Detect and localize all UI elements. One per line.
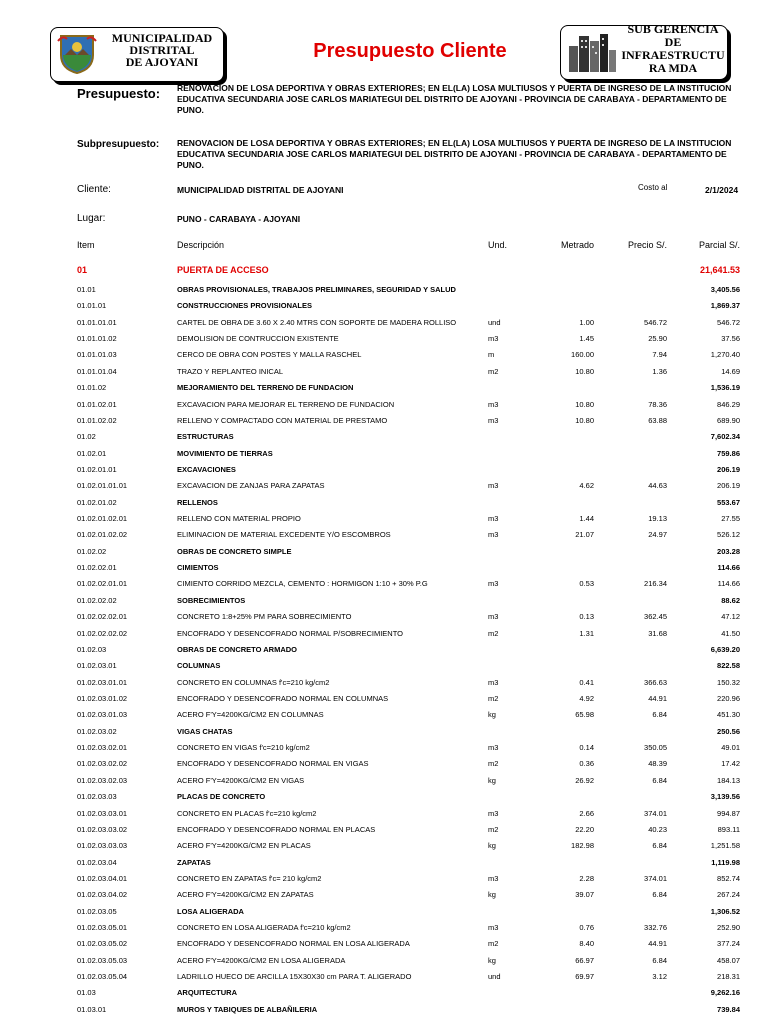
municipality-logo-box [50,27,224,82]
municipality-name [103,32,221,68]
row-precio: 6.84 [652,841,667,851]
row-item: 01.01.02.02 [77,415,117,425]
row-item: 01.02.03.05.04 [77,972,128,982]
row-description: ACERO F'Y=4200KG/CM2 EN COLUMNAS [177,710,324,720]
row-parcial: 3,405.56 [710,285,740,294]
row-metrado: 1.00 [579,317,594,327]
table-row [0,367,768,382]
row-description: ENCOFRADO Y DESENCOFRADO NORMAL EN LOSA ALIGERADA [177,939,410,949]
row-parcial: 49.01 [721,743,740,753]
table-row [0,334,768,349]
row-precio: 374.01 [644,808,667,818]
row-parcial: 377.24 [717,939,740,949]
row-item: 01.02.02.02 [77,595,117,605]
row-parcial: 88.62 [721,595,740,605]
costo-label: Costo al [638,183,668,192]
row-description: PLACAS DE CONCRETO [177,792,266,802]
table-row [0,858,768,873]
row-description: TRAZO Y REPLANTEO INICAL [177,366,283,376]
row-metrado: 1.44 [579,514,594,524]
row-metrado: 69.97 [575,972,594,982]
table-row [0,629,768,644]
subpresupuesto-label: Subpresupuesto: [77,139,160,150]
row-metrado: 0.53 [579,579,594,589]
row-description: CONCRETO EN VIGAS f'c=210 kg/cm2 [177,743,310,753]
row-item: 01 [77,265,88,275]
row-description: ACERO F'Y=4200KG/CM2 EN ZAPATAS [177,890,314,900]
row-metrado: 10.80 [575,399,594,409]
table-row [0,809,768,824]
row-precio: 350.05 [644,743,667,753]
row-precio: 546.72 [644,317,667,327]
row-description: ELIMINACION DE MATERIAL EXCEDENTE Y/O ESCOMBROS [177,530,391,540]
row-description: MUROS Y TABIQUES DE ALBAÑILERIA [177,1004,318,1014]
row-metrado: 0.76 [579,923,594,933]
row-precio: 44.91 [648,694,667,703]
column-header-item: Item [77,240,95,250]
row-description: OBRAS DE CONCRETO ARMADO [177,644,298,654]
row-item: 01.02.03.01.02 [77,694,128,703]
table-row [0,465,768,480]
municipality-name-line1: MUNICIPALIDAD [111,31,213,45]
subgerencia-logo-box [560,25,728,80]
municipality-name-line3: DE AJOYANI [125,55,199,69]
row-precio: 48.39 [648,759,667,769]
row-parcial: 184.13 [717,775,740,785]
row-item: 01.02.03.02.01 [77,743,128,753]
row-description: CONCRETO EN COLUMNAS f'c=210 kg/cm2 [177,677,330,687]
table-row [0,988,768,1003]
row-unit: kg [488,890,496,900]
subgerencia-line3: INFRAESTRUCTU [621,48,725,62]
table-row [0,841,768,856]
row-parcial: 526.12 [717,530,740,540]
row-unit: m3 [488,415,499,425]
costo-value: 2/1/2024 [705,185,739,195]
row-parcial: 458.07 [717,955,740,965]
row-parcial: 1,869.37 [710,301,740,311]
row-parcial: 218.31 [717,972,740,982]
row-description: PUERTA DE ACCESO [177,265,269,275]
row-parcial: 759.86 [717,448,740,458]
table-row [0,743,768,758]
row-item: 01.02.03.05.03 [77,955,128,965]
table-row [0,481,768,496]
row-description: OBRAS DE CONCRETO SIMPLE [177,546,292,556]
buildings-icon [567,32,617,74]
row-description: VIGAS CHATAS [177,726,233,736]
row-parcial: 451.30 [717,710,740,720]
row-precio: 19.13 [648,514,667,524]
row-item: 01.02.03.05.01 [77,923,128,933]
row-item: 01.02.03.03.02 [77,824,128,834]
row-item: 01.02.03.05.02 [77,939,128,949]
table-row [0,547,768,562]
subgerencia-line4: RA MDA [648,61,698,75]
row-parcial: 206.19 [717,481,740,491]
row-precio: 374.01 [644,873,667,883]
row-description: ACERO F'Y=4200KG/CM2 EN PLACAS [177,841,311,851]
row-item: 01.02.03.04.01 [77,873,128,883]
row-metrado: 10.80 [575,366,594,376]
column-header-parcial: Parcial S/. [698,240,740,250]
row-metrado: 10.80 [575,415,594,425]
table-row [0,563,768,578]
row-description: ESTRUCTURAS [177,432,234,442]
row-parcial: 553.67 [717,497,740,507]
presupuesto-label: Presupuesto: [77,86,161,101]
row-precio: 366.63 [644,677,667,687]
row-precio: 362.45 [644,612,667,622]
row-metrado: 8.40 [579,939,594,949]
row-description: CARTEL DE OBRA DE 3.60 X 2.40 MTRS CON SOPORTE DE MADERA ROLLISO [177,317,457,327]
table-row [0,612,768,627]
cliente-value: MUNICIPALIDAD DISTRITAL DE AJOYANI [177,185,344,195]
row-parcial: 203.28 [717,546,740,556]
row-item: 01.02.02.02.01 [77,612,128,622]
row-precio: 24.97 [648,530,667,540]
row-parcial: 1,306.52 [710,906,740,916]
row-unit: m3 [488,399,499,409]
table-row [0,776,768,791]
row-description: RELLENO Y COMPACTADO CON MATERIAL DE PRESTAMO [177,415,388,425]
page-title: Presupuesto Cliente [313,40,507,62]
table-row [0,579,768,594]
table-row [0,498,768,513]
table-row [0,400,768,415]
table-row [0,907,768,922]
table-row [0,301,768,316]
row-metrado: 182.98 [571,841,594,851]
row-parcial: 47.12 [721,612,740,622]
table-row [0,530,768,545]
row-metrado: 0.14 [579,743,594,753]
table-row [0,710,768,725]
row-description: RELLENOS [177,497,218,507]
row-parcial: 250.56 [717,726,740,736]
row-description: EXCAVACIONES [177,464,236,474]
table-row [0,285,768,300]
row-metrado: 4.62 [579,481,594,491]
row-parcial: 1,270.40 [710,350,740,360]
row-description: LOSA ALIGERADA [177,906,244,916]
row-precio: 216.34 [644,579,667,589]
row-precio: 63.88 [648,415,667,425]
table-row [0,890,768,905]
row-precio: 25.90 [648,334,667,344]
row-unit: m2 [488,939,499,949]
row-item: 01.03 [77,988,96,998]
row-description: CONCRETO EN ZAPATAS f'c= 210 kg/cm2 [177,873,322,883]
table-row [0,792,768,807]
table-row [0,956,768,971]
row-metrado: 65.98 [575,710,594,720]
table-row [0,449,768,464]
row-unit: kg [488,955,496,965]
table-row [0,1005,768,1020]
row-item: 01.02 [77,432,96,442]
cliente-label: Cliente: [77,184,111,195]
row-metrado: 160.00 [571,350,594,360]
municipality-name-line2: DISTRITAL [129,43,195,57]
lugar-label: Lugar: [77,213,106,224]
table-row [0,432,768,447]
row-description: CERCO DE OBRA CON POSTES Y MALLA RASCHEL [177,350,362,360]
table-row [0,678,768,693]
row-description: ACERO F'Y=4200KG/CM2 EN VIGAS [177,775,305,785]
row-item: 01.02.02.01 [77,563,117,573]
row-unit: m2 [488,628,499,638]
row-parcial: 822.58 [717,661,740,671]
subgerencia-line2: DE [664,35,682,49]
row-unit: m3 [488,579,499,589]
row-item: 01.02.01.02.02 [77,530,128,540]
row-parcial: 267.24 [717,890,740,900]
table-row [0,727,768,742]
row-description: MOVIMIENTO DE TIERRAS [177,448,273,458]
row-unit: m3 [488,481,499,491]
row-description: ENCOFRADO Y DESENCOFRADO NORMAL EN COLUMNAS [177,694,389,703]
row-item: 01.02.03.03 [77,792,117,802]
row-description: ENCOFRADO Y DESENCOFRADO NORMAL EN PLACAS [177,824,376,834]
row-unit: m3 [488,743,499,753]
row-parcial: 14.69 [721,366,740,376]
row-unit: m [488,350,495,360]
table-row [0,596,768,611]
row-unit: kg [488,710,496,720]
row-unit: m3 [488,677,499,687]
subgerencia-name [617,25,728,75]
row-parcial: 994.87 [717,808,740,818]
table-row [0,874,768,889]
table-row [0,694,768,709]
row-metrado: 2.66 [579,808,594,818]
row-description: CONCRETO 1:8+25% PM PARA SOBRECIMIENTO [177,612,352,622]
lugar-value: PUNO - CARABAYA - AJOYANI [177,214,301,224]
row-parcial: 846.29 [717,399,740,409]
row-parcial: 689.90 [717,415,740,425]
row-parcial: 7,602.34 [710,432,740,442]
row-metrado: 66.97 [575,955,594,965]
row-parcial: 9,262.16 [710,988,740,998]
row-item: 01.02.02.01.01 [77,579,128,589]
row-metrado: 22.20 [575,824,594,834]
row-parcial: 852.74 [717,873,740,883]
row-item: 01.02.03.03.03 [77,841,128,851]
row-description: CONSTRUCCIONES PROVISIONALES [177,301,313,311]
row-unit: m3 [488,808,499,818]
row-metrado: 0.13 [579,612,594,622]
row-description: CIMIENTOS [177,563,219,573]
row-precio: 31.68 [648,628,667,638]
row-unit: m2 [488,694,499,703]
row-metrado: 2.28 [579,873,594,883]
row-parcial: 252.90 [717,923,740,933]
table-row [0,645,768,660]
row-description: CIMIENTO CORRIDO MEZCLA, CEMENTO : HORMIGON 1:10 + 30% P.G [177,579,428,589]
row-metrado: 0.41 [579,677,594,687]
row-description: ENCOFRADO Y DESENCOFRADO NORMAL EN VIGAS [177,759,369,769]
row-precio: 44.91 [648,939,667,949]
row-unit: kg [488,841,496,851]
row-description: COLUMNAS [177,661,221,671]
table-row [0,350,768,365]
row-item: 01.02.03.01.03 [77,710,128,720]
row-item: 01.02.01.01 [77,464,117,474]
row-precio: 44.63 [648,481,667,491]
row-precio: 6.84 [652,890,667,900]
table-row [0,972,768,987]
row-item: 01.01.01.02 [77,334,117,344]
table-row [0,923,768,938]
row-item: 01.02.01.01.01 [77,481,128,491]
row-description: SOBRECIMIENTOS [177,595,246,605]
table-row [0,416,768,431]
row-precio: 6.84 [652,955,667,965]
row-item: 01.01.01.03 [77,350,117,360]
row-item: 01.02.01.02 [77,497,117,507]
row-parcial: 739.84 [717,1004,740,1014]
column-header-und: Und. [488,240,508,250]
table-row [0,825,768,840]
row-precio: 78.36 [648,399,667,409]
row-precio: 3.12 [652,972,667,982]
row-unit: m2 [488,759,499,769]
row-precio: 7.94 [652,350,667,360]
row-item: 01.02.02.02.02 [77,628,128,638]
table-row [0,318,768,333]
municipality-shield-icon [57,33,97,75]
row-description: OBRAS PROVISIONALES, TRABAJOS PRELIMINARES, SEGURIDAD Y SALUD [177,285,456,294]
row-item: 01.03.01 [77,1004,107,1014]
row-description: CONCRETO EN PLACAS f'c=210 kg/cm2 [177,808,317,818]
row-parcial: 1,251.58 [710,841,740,851]
row-unit: m3 [488,514,499,524]
row-item: 01.01.01.04 [77,366,117,376]
column-header-metrado: Metrado [560,240,594,250]
row-metrado: 1.31 [579,628,594,638]
subpresupuesto-text: RENOVACION DE LOSA DEPORTIVA Y OBRAS EXTERIORES; EN EL(LA) LOSA MULTIUSOS Y PUERTA DE INGRESO DE LA INSTITUCION EDUCATIVA SECUNDARIA JOSE CARLOS MARIATEGUI DEL DISTRITO DE AJOYANI - PROVINCIA DE CARABAYA - DEPARTAMENTO DE PUNO. [177,138,732,170]
row-parcial: 37.56 [721,334,740,344]
row-precio: 6.84 [652,775,667,785]
row-parcial: 17.42 [721,759,740,769]
subgerencia-line1: SUB GERENCIA [627,25,719,36]
row-item: 01.02.03.02.02 [77,759,128,769]
row-item: 01.01.01.01 [77,317,117,327]
row-item: 01.02.03.04 [77,857,117,867]
row-parcial: 1,536.19 [710,383,740,393]
row-precio: 1.36 [652,366,667,376]
column-header-descripcion: Descripción [177,240,225,250]
row-item: 01.01 [77,285,96,294]
row-item: 01.01.01 [77,301,107,311]
row-item: 01.02.03.01 [77,661,117,671]
row-parcial: 3,139.56 [710,792,740,802]
row-unit: m3 [488,923,499,933]
row-item: 01.02.01.02.01 [77,514,128,524]
row-description: LADRILLO HUECO DE ARCILLA 15X30X30 cm PARA T. ALIGERADO [177,972,412,982]
row-parcial: 150.32 [717,677,740,687]
row-unit: m3 [488,873,499,883]
row-parcial: 114.66 [717,563,740,573]
row-unit: m2 [488,366,499,376]
row-description: ACERO F'Y=4200KG/CM2 EN LOSA ALIGERADA [177,955,346,965]
row-unit: m3 [488,530,499,540]
row-metrado: 39.07 [575,890,594,900]
row-description: RELLENO CON MATERIAL PROPIO [177,514,301,524]
row-metrado: 0.36 [579,759,594,769]
row-description: MEJORAMIENTO DEL TERRENO DE FUNDACION [177,383,354,393]
row-metrado: 26.92 [575,775,594,785]
table-row [0,265,768,280]
row-unit: m3 [488,612,499,622]
row-item: 01.02.03.02 [77,726,117,736]
table-row [0,383,768,398]
row-description: DEMOLISION DE CONTRUCCION EXISTENTE [177,334,339,344]
row-description: EXCAVACION DE ZANJAS PARA ZAPATAS [177,481,325,491]
row-parcial: 6,639.20 [710,644,740,654]
row-precio: 332.76 [644,923,667,933]
row-item: 01.02.01 [77,448,107,458]
table-row [0,661,768,676]
row-unit: kg [488,775,496,785]
row-precio: 40.23 [648,824,667,834]
row-description: CONCRETO EN LOSA ALIGERADA f'c=210 kg/cm2 [177,923,351,933]
presupuesto-text: RENOVACION DE LOSA DEPORTIVA Y OBRAS EXTERIORES; EN EL(LA) LOSA MULTIUSOS Y PUERTA DE INGRESO DE LA INSTITUCION EDUCATIVA SECUNDARIA JOSE CARLOS MARIATEGUI DEL DISTRITO DE AJOYANI - PROVINCIA DE CARABAYA - DEPARTAMENTO DE PUNO. [177,83,732,115]
row-unit: und [488,317,501,327]
row-unit: m2 [488,824,499,834]
row-parcial: 21,641.53 [699,265,740,275]
row-unit: und [488,972,501,982]
row-description: ZAPATAS [177,857,211,867]
row-parcial: 1,119.98 [711,857,740,867]
row-item: 01.02.03.04.02 [77,890,128,900]
row-parcial: 893.11 [717,824,740,834]
row-description: ENCOFRADO Y DESENCOFRADO NORMAL P/SOBRECIMIENTO [177,628,404,638]
row-item: 01.02.03.02.03 [77,775,128,785]
row-precio: 6.84 [652,710,667,720]
row-item: 01.01.02 [77,383,107,393]
row-item: 01.01.02.01 [77,399,117,409]
row-parcial: 114.66 [717,579,740,589]
row-metrado: 21.07 [575,530,594,540]
row-item: 01.02.03.05 [77,906,117,916]
row-unit: m3 [488,334,499,344]
row-item: 01.02.03 [77,644,107,654]
row-description: ARQUITECTURA [177,988,237,998]
row-metrado: 4.92 [579,694,594,703]
table-row [0,759,768,774]
row-parcial: 220.96 [717,694,740,703]
row-parcial: 27.55 [721,514,740,524]
row-parcial: 41.50 [721,628,740,638]
table-row [0,939,768,954]
row-item: 01.02.03.01.01 [77,677,128,687]
column-header-precio: Precio S/. [627,240,667,250]
table-row [0,514,768,529]
row-item: 01.02.02 [77,546,107,556]
row-metrado: 1.45 [579,334,594,344]
row-description: EXCAVACION PARA MEJORAR EL TERRENO DE FUNDACION [177,399,395,409]
row-parcial: 546.72 [717,317,740,327]
row-parcial: 206.19 [717,464,740,474]
row-item: 01.02.03.03.01 [77,808,128,818]
